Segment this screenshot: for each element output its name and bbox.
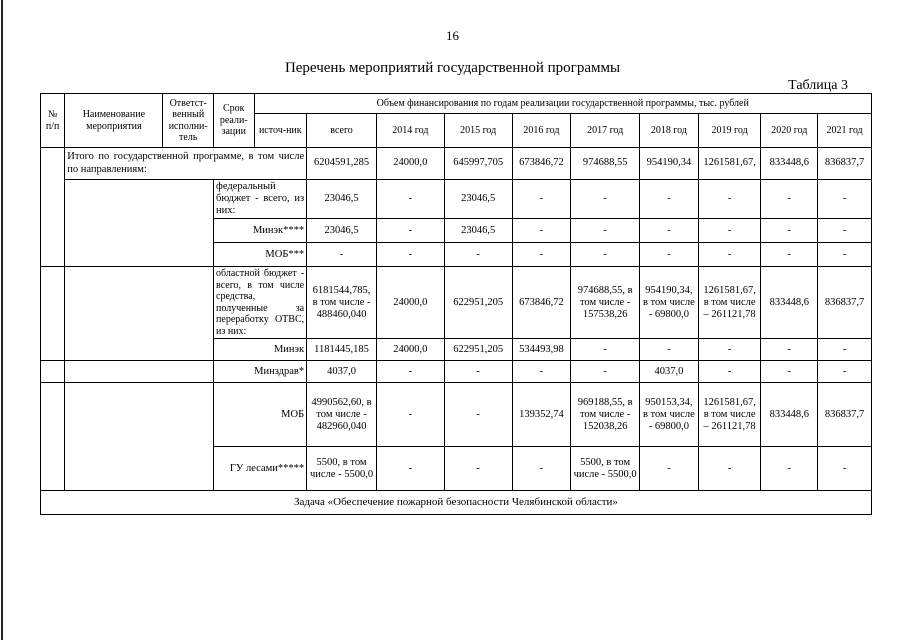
row-num-cell bbox=[41, 148, 65, 267]
value-2019: 1261581,67, в том числе – 261121,78 bbox=[698, 267, 761, 339]
value-2014: - bbox=[376, 219, 444, 243]
table-row bbox=[41, 361, 872, 383]
value-2015: 622951,205 bbox=[444, 267, 512, 339]
value-2016: - bbox=[512, 243, 571, 267]
value-2016: - bbox=[512, 447, 571, 491]
value-2014: - bbox=[376, 383, 444, 447]
value-total: 23046,5 bbox=[307, 219, 377, 243]
value-total: 6204591,285 bbox=[307, 148, 377, 180]
value-2014: 24000,0 bbox=[376, 339, 444, 361]
header-term: Срок реали-зации bbox=[214, 94, 254, 148]
row-label: Минэк bbox=[214, 339, 307, 361]
value-2018: - bbox=[640, 219, 699, 243]
value-2019: - bbox=[698, 243, 761, 267]
value-2017: - bbox=[571, 180, 640, 219]
value-total: 23046,5 bbox=[307, 180, 377, 219]
value-2017: 974688,55, в том числе - 157538,26 bbox=[571, 267, 640, 339]
value-total: 4037,0 bbox=[307, 361, 377, 383]
value-2020: - bbox=[761, 180, 818, 219]
value-2015: - bbox=[444, 243, 512, 267]
value-2018: 4037,0 bbox=[640, 361, 699, 383]
value-2019: - bbox=[698, 361, 761, 383]
value-2021: - bbox=[818, 243, 872, 267]
value-2017: - bbox=[571, 361, 640, 383]
value-2015: - bbox=[444, 447, 512, 491]
value-2021: - bbox=[818, 219, 872, 243]
row-num-cell bbox=[41, 361, 65, 383]
row-label: Минздрав* bbox=[214, 361, 307, 383]
header-2017: 2017 год bbox=[571, 114, 640, 148]
value-2018: 950153,34, в том числе - 69800,0 bbox=[640, 383, 699, 447]
value-2021: - bbox=[818, 339, 872, 361]
row-num-cell bbox=[41, 267, 65, 361]
value-2020: 833448,6 bbox=[761, 267, 818, 339]
value-2021: - bbox=[818, 180, 872, 219]
value-2018: - bbox=[640, 243, 699, 267]
value-2017: 5500, в том числе - 5500,0 bbox=[571, 447, 640, 491]
row-num-cell bbox=[41, 383, 65, 491]
header-2014: 2014 год bbox=[376, 114, 444, 148]
value-2021: - bbox=[818, 447, 872, 491]
program-measures-table bbox=[40, 93, 872, 515]
value-total: 5500, в том числе - 5500,0 bbox=[307, 447, 377, 491]
value-2020: 833448,6 bbox=[761, 383, 818, 447]
value-2015: - bbox=[444, 361, 512, 383]
row-label: ГУ лесами***** bbox=[214, 447, 307, 491]
task-row bbox=[41, 491, 872, 515]
value-2016: 673846,72 bbox=[512, 267, 571, 339]
value-2016: - bbox=[512, 180, 571, 219]
row-label: Итого по государственной программе, в том числе по направлениям: bbox=[65, 148, 307, 180]
header-2021: 2021 год bbox=[818, 114, 872, 148]
value-2018: 954190,34 bbox=[640, 148, 699, 180]
header-row-1 bbox=[41, 94, 872, 114]
value-2019: - bbox=[698, 447, 761, 491]
value-2019: - bbox=[698, 180, 761, 219]
value-2017: - bbox=[571, 219, 640, 243]
value-total: 1181445,185 bbox=[307, 339, 377, 361]
header-responsible: Ответст-венный исполни-тель bbox=[163, 94, 214, 148]
value-2016: - bbox=[512, 361, 571, 383]
value-2016: 673846,72 bbox=[512, 148, 571, 180]
value-2014: - bbox=[376, 447, 444, 491]
value-2021: 836837,7 bbox=[818, 148, 872, 180]
value-2015: 23046,5 bbox=[444, 219, 512, 243]
value-2020: 833448,6 bbox=[761, 148, 818, 180]
value-2016: 534493,98 bbox=[512, 339, 571, 361]
header-name: Наименование мероприятия bbox=[65, 94, 163, 148]
header-2015: 2015 год bbox=[444, 114, 512, 148]
header-2020: 2020 год bbox=[761, 114, 818, 148]
value-2019: - bbox=[698, 339, 761, 361]
header-num: № п/п bbox=[41, 94, 65, 148]
value-2017: 969188,55, в том числе - 152038,26 bbox=[571, 383, 640, 447]
task-title: Задача «Обеспечение пожарной безопасности Челябинской области» bbox=[41, 491, 872, 515]
value-2020: - bbox=[761, 361, 818, 383]
row-spacer-cell bbox=[65, 361, 214, 383]
row-label: областной бюджет - всего, в том числе средства, полученные за переработку ОТВС, из них: bbox=[214, 267, 307, 339]
value-2018: 954190,34, в том числе - 69800,0 bbox=[640, 267, 699, 339]
row-label: МОБ*** bbox=[214, 243, 307, 267]
header-source: источ-ник bbox=[254, 114, 307, 148]
table-label: Таблица 3 bbox=[788, 78, 848, 93]
value-2014: 24000,0 bbox=[376, 267, 444, 339]
page-edge-rule bbox=[1, 0, 3, 640]
row-label: МОБ bbox=[214, 383, 307, 447]
table-row bbox=[41, 148, 872, 180]
header-2018: 2018 год bbox=[640, 114, 699, 148]
value-2021: - bbox=[818, 361, 872, 383]
value-2021: 836837,7 bbox=[818, 267, 872, 339]
value-2017: - bbox=[571, 243, 640, 267]
page-title: Перечень мероприятий государственной программы bbox=[284, 60, 621, 76]
header-financing-volume: Объем финансирования по годам реализации государственной программы, тыс. рублей bbox=[254, 94, 872, 114]
table-row bbox=[41, 383, 872, 447]
header-2016: 2016 год bbox=[512, 114, 571, 148]
value-2015: - bbox=[444, 383, 512, 447]
table-row bbox=[41, 267, 872, 339]
value-2021: 836837,7 bbox=[818, 383, 872, 447]
value-2019: 1261581,67, в том числе – 261121,78 bbox=[698, 383, 761, 447]
value-2020: - bbox=[761, 243, 818, 267]
value-2018: - bbox=[640, 447, 699, 491]
row-label: федеральный бюджет - всего, из них: bbox=[214, 180, 307, 219]
value-2014: - bbox=[376, 180, 444, 219]
row-spacer-cell bbox=[65, 180, 214, 267]
value-2015: 622951,205 bbox=[444, 339, 512, 361]
value-2016: 139352,74 bbox=[512, 383, 571, 447]
page-number: 16 bbox=[446, 28, 459, 43]
value-2017: - bbox=[571, 339, 640, 361]
value-total: 6181544,785, в том числе - 488460,040 bbox=[307, 267, 377, 339]
value-2020: - bbox=[761, 339, 818, 361]
value-2014: - bbox=[376, 243, 444, 267]
row-spacer-cell bbox=[65, 383, 214, 491]
value-2014: 24000,0 bbox=[376, 148, 444, 180]
value-2014: - bbox=[376, 361, 444, 383]
value-total: - bbox=[307, 243, 377, 267]
value-2015: 23046,5 bbox=[444, 180, 512, 219]
value-2016: - bbox=[512, 219, 571, 243]
value-2019: - bbox=[698, 219, 761, 243]
header-total: всего bbox=[307, 114, 377, 148]
header-2019: 2019 год bbox=[698, 114, 761, 148]
value-2018: - bbox=[640, 180, 699, 219]
value-2020: - bbox=[761, 447, 818, 491]
value-2015: 645997,705 bbox=[444, 148, 512, 180]
value-2017: 974688,55 bbox=[571, 148, 640, 180]
row-label: Минэк**** bbox=[214, 219, 307, 243]
row-spacer-cell bbox=[65, 267, 214, 361]
table-row bbox=[41, 180, 872, 219]
value-2020: - bbox=[761, 219, 818, 243]
value-total: 4990562,60, в том числе - 482960,040 bbox=[307, 383, 377, 447]
value-2019: 1261581,67, bbox=[698, 148, 761, 180]
value-2018: - bbox=[640, 339, 699, 361]
